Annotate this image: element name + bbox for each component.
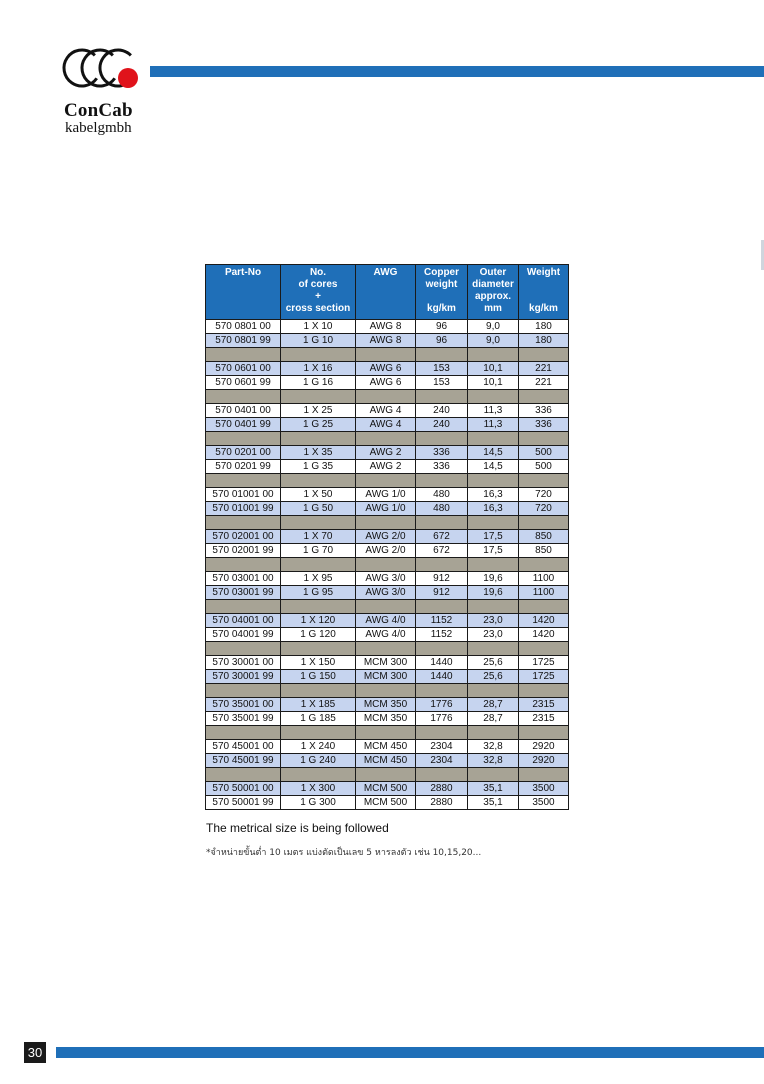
table-cell — [356, 390, 416, 404]
table-cell — [468, 642, 519, 656]
table-cell — [206, 726, 281, 740]
table-cell — [468, 684, 519, 698]
table-row — [206, 796, 569, 810]
table-cell — [416, 516, 468, 530]
table-cell: 570 30001 00 — [206, 656, 281, 670]
table-cell — [206, 600, 281, 614]
table-cell: 480 — [416, 488, 468, 502]
table-cell: 2880 — [416, 782, 468, 796]
separator-row — [206, 348, 569, 362]
separator-row — [206, 768, 569, 782]
table-cell: AWG 2 — [356, 446, 416, 460]
table-cell — [468, 390, 519, 404]
table-cell: 1 X 95 — [281, 572, 356, 586]
table-cell: 570 03001 99 — [206, 586, 281, 600]
table-cell: 1 G 10 — [281, 334, 356, 348]
table-cell: AWG 4 — [356, 404, 416, 418]
table-cell: 96 — [416, 334, 468, 348]
table-cell: 28,7 — [468, 712, 519, 726]
column-header — [206, 265, 281, 320]
table-cell: 1 X 10 — [281, 320, 356, 334]
logo-brand-text: ConCab — [64, 100, 133, 121]
table-cell: 672 — [416, 544, 468, 558]
table-cell: 570 0801 99 — [206, 334, 281, 348]
table-cell: AWG 4/0 — [356, 614, 416, 628]
table-cell: 570 02001 00 — [206, 530, 281, 544]
table-cell — [356, 516, 416, 530]
table-cell — [468, 768, 519, 782]
column-header-title: Outer diameter approx. — [472, 267, 514, 302]
table-cell: 912 — [416, 586, 468, 600]
table-row — [206, 418, 569, 432]
table-cell: MCM 450 — [356, 740, 416, 754]
table-cell: 17,5 — [468, 544, 519, 558]
table-cell: AWG 4 — [356, 418, 416, 432]
table-cell: 850 — [519, 544, 569, 558]
table-row — [206, 782, 569, 796]
table-cell — [519, 558, 569, 572]
table-cell: AWG 6 — [356, 362, 416, 376]
separator-row — [206, 474, 569, 488]
table-cell: 10,1 — [468, 362, 519, 376]
table-cell: 35,1 — [468, 782, 519, 796]
table-cell: 1 X 16 — [281, 362, 356, 376]
table-row — [206, 488, 569, 502]
table-cell: MCM 500 — [356, 782, 416, 796]
table-cell: 1 G 240 — [281, 754, 356, 768]
table-row — [206, 712, 569, 726]
table-cell: 2315 — [519, 698, 569, 712]
table-header-row — [206, 265, 569, 320]
header-bar — [150, 66, 764, 77]
table-cell — [468, 726, 519, 740]
table-cell: 153 — [416, 376, 468, 390]
table-cell: 336 — [416, 460, 468, 474]
table-row — [206, 572, 569, 586]
table-cell: 11,3 — [468, 404, 519, 418]
table-cell: 672 — [416, 530, 468, 544]
table-cell: 1440 — [416, 670, 468, 684]
table-row — [206, 530, 569, 544]
table-cell: 1 X 50 — [281, 488, 356, 502]
table-cell — [416, 684, 468, 698]
table-cell — [416, 348, 468, 362]
table-cell: 336 — [519, 418, 569, 432]
table-cell: 570 50001 00 — [206, 782, 281, 796]
table-cell: 1152 — [416, 628, 468, 642]
separator-row — [206, 390, 569, 404]
table-cell: 500 — [519, 446, 569, 460]
table-cell — [281, 600, 356, 614]
separator-row — [206, 516, 569, 530]
table-cell: 1152 — [416, 614, 468, 628]
table-cell: 2304 — [416, 754, 468, 768]
table-cell: 2304 — [416, 740, 468, 754]
table-cell: 25,6 — [468, 656, 519, 670]
table-row — [206, 404, 569, 418]
table-cell — [281, 642, 356, 656]
table-cell: MCM 500 — [356, 796, 416, 810]
table-cell — [519, 348, 569, 362]
table-cell: AWG 1/0 — [356, 488, 416, 502]
table-cell: 240 — [416, 404, 468, 418]
table-cell — [281, 390, 356, 404]
table-cell: 32,8 — [468, 740, 519, 754]
table-body — [206, 320, 569, 810]
logo-subtitle: kabelgmbh — [65, 120, 132, 136]
table-cell — [206, 390, 281, 404]
table-cell: 3500 — [519, 796, 569, 810]
table-cell: AWG 8 — [356, 320, 416, 334]
table-row — [206, 502, 569, 516]
table-cell — [468, 516, 519, 530]
table-cell: 1 X 35 — [281, 446, 356, 460]
table-cell — [416, 726, 468, 740]
table-cell: 500 — [519, 460, 569, 474]
table-cell — [206, 516, 281, 530]
table-row — [206, 544, 569, 558]
table-cell: 1 G 35 — [281, 460, 356, 474]
table-cell: 1 X 150 — [281, 656, 356, 670]
table-row — [206, 670, 569, 684]
table-cell: 1100 — [519, 586, 569, 600]
table-cell — [356, 474, 416, 488]
table-cell: 1 G 150 — [281, 670, 356, 684]
table-cell: 28,7 — [468, 698, 519, 712]
table-cell: 570 0401 00 — [206, 404, 281, 418]
column-header-title: Copper weight — [424, 267, 459, 290]
table-cell — [356, 600, 416, 614]
table-cell: 9,0 — [468, 320, 519, 334]
table-cell: 1440 — [416, 656, 468, 670]
table-cell: 2315 — [519, 712, 569, 726]
table-cell: 720 — [519, 488, 569, 502]
table-cell — [281, 558, 356, 572]
table-cell: 221 — [519, 362, 569, 376]
table-cell: 180 — [519, 320, 569, 334]
table-cell — [356, 726, 416, 740]
table-cell: 1725 — [519, 656, 569, 670]
table-cell: 336 — [519, 404, 569, 418]
table-cell: 1420 — [519, 628, 569, 642]
table-cell — [416, 390, 468, 404]
table-cell: 10,1 — [468, 376, 519, 390]
table-cell — [206, 432, 281, 446]
table-cell: 570 02001 99 — [206, 544, 281, 558]
concab-logo-icon — [60, 44, 150, 104]
table-cell — [416, 474, 468, 488]
column-header-title: Part-No — [224, 267, 262, 278]
table-cell: 570 35001 00 — [206, 698, 281, 712]
table-cell: 570 30001 99 — [206, 670, 281, 684]
table-cell — [468, 558, 519, 572]
table-cell: AWG 8 — [356, 334, 416, 348]
table-cell — [281, 432, 356, 446]
table-cell — [468, 600, 519, 614]
table-cell — [519, 726, 569, 740]
table-cell: 221 — [519, 376, 569, 390]
table-cell: 570 45001 00 — [206, 740, 281, 754]
column-header — [519, 265, 569, 320]
table-cell: AWG 2/0 — [356, 530, 416, 544]
table-cell: 570 35001 99 — [206, 712, 281, 726]
table-cell: 2920 — [519, 754, 569, 768]
page-number: 30 — [24, 1042, 46, 1063]
column-header-unit: mm — [484, 303, 502, 314]
table-cell — [356, 768, 416, 782]
table-cell — [206, 348, 281, 362]
table-cell — [356, 684, 416, 698]
table-cell — [206, 768, 281, 782]
table-cell: 1 X 120 — [281, 614, 356, 628]
table-row — [206, 362, 569, 376]
table-cell: 1725 — [519, 670, 569, 684]
table-cell: 570 0201 99 — [206, 460, 281, 474]
table-cell: 180 — [519, 334, 569, 348]
table-cell: AWG 3/0 — [356, 586, 416, 600]
table-cell — [281, 516, 356, 530]
table-cell: 17,5 — [468, 530, 519, 544]
table-cell: 1420 — [519, 614, 569, 628]
table-cell: 1 G 185 — [281, 712, 356, 726]
table-cell: 14,5 — [468, 460, 519, 474]
table-cell — [416, 600, 468, 614]
table-cell: 570 01001 00 — [206, 488, 281, 502]
table-row — [206, 586, 569, 600]
table-cell — [206, 474, 281, 488]
table-cell — [356, 558, 416, 572]
table-row — [206, 740, 569, 754]
table-cell: MCM 450 — [356, 754, 416, 768]
table-cell — [281, 474, 356, 488]
separator-row — [206, 432, 569, 446]
table-cell: 2920 — [519, 740, 569, 754]
table-cell: 1 X 70 — [281, 530, 356, 544]
table-cell: 23,0 — [468, 614, 519, 628]
table-row — [206, 698, 569, 712]
table-cell: 570 0201 00 — [206, 446, 281, 460]
table-row — [206, 614, 569, 628]
table-row — [206, 446, 569, 460]
table-cell — [356, 432, 416, 446]
column-header-title: AWG — [373, 267, 398, 278]
table-cell: 11,3 — [468, 418, 519, 432]
table-cell: 35,1 — [468, 796, 519, 810]
metric-note: The metrical size is being followed — [206, 821, 389, 835]
table-cell — [281, 768, 356, 782]
table-cell: 14,5 — [468, 446, 519, 460]
table-cell: MCM 300 — [356, 670, 416, 684]
table-cell: AWG 6 — [356, 376, 416, 390]
separator-row — [206, 642, 569, 656]
table-cell: 16,3 — [468, 488, 519, 502]
table-cell: 570 03001 00 — [206, 572, 281, 586]
column-header — [416, 265, 468, 320]
table-cell: 19,6 — [468, 572, 519, 586]
table-cell: 570 0601 99 — [206, 376, 281, 390]
table-row — [206, 320, 569, 334]
table-cell: MCM 350 — [356, 698, 416, 712]
table-cell: 1776 — [416, 712, 468, 726]
table-cell: 570 50001 99 — [206, 796, 281, 810]
cable-spec-table — [205, 264, 569, 810]
table-cell: AWG 2/0 — [356, 544, 416, 558]
separator-row — [206, 600, 569, 614]
table-cell: 570 0601 00 — [206, 362, 281, 376]
table-cell: 1 G 25 — [281, 418, 356, 432]
table-row — [206, 628, 569, 642]
table-row — [206, 656, 569, 670]
table-cell: 16,3 — [468, 502, 519, 516]
table-cell — [468, 348, 519, 362]
table-cell — [356, 348, 416, 362]
table-cell — [281, 726, 356, 740]
table-cell — [468, 432, 519, 446]
table-cell — [519, 642, 569, 656]
table-cell: 9,0 — [468, 334, 519, 348]
table-cell: 570 45001 99 — [206, 754, 281, 768]
table-row — [206, 376, 569, 390]
column-header-title: Weight — [526, 267, 561, 278]
table-cell: 570 0401 99 — [206, 418, 281, 432]
table-row — [206, 460, 569, 474]
table-cell: 1 X 185 — [281, 698, 356, 712]
column-header-unit: kg/km — [529, 303, 558, 314]
table-cell: 2880 — [416, 796, 468, 810]
table-cell: MCM 300 — [356, 656, 416, 670]
table-cell — [519, 474, 569, 488]
column-header-unit: kg/km — [427, 303, 456, 314]
table-cell: 850 — [519, 530, 569, 544]
table-cell: 336 — [416, 446, 468, 460]
table-cell — [281, 684, 356, 698]
table-cell — [519, 600, 569, 614]
table-cell: 96 — [416, 320, 468, 334]
table-cell — [356, 642, 416, 656]
table-cell: AWG 1/0 — [356, 502, 416, 516]
table-cell: 240 — [416, 418, 468, 432]
table-cell: 153 — [416, 362, 468, 376]
company-logo — [60, 44, 150, 134]
separator-row — [206, 726, 569, 740]
column-header-title: No. of cores + cross section — [285, 267, 351, 314]
table-cell: 23,0 — [468, 628, 519, 642]
table-cell: 570 04001 99 — [206, 628, 281, 642]
table-cell: 19,6 — [468, 586, 519, 600]
table-cell — [416, 432, 468, 446]
table-cell: 1 G 50 — [281, 502, 356, 516]
table-cell: 1100 — [519, 572, 569, 586]
table-cell: 1 G 120 — [281, 628, 356, 642]
table-cell — [519, 684, 569, 698]
table-cell: AWG 3/0 — [356, 572, 416, 586]
table-cell — [206, 684, 281, 698]
separator-row — [206, 558, 569, 572]
table-cell — [468, 474, 519, 488]
footer-bar — [56, 1047, 764, 1058]
table-cell: 480 — [416, 502, 468, 516]
table-cell: 1 G 300 — [281, 796, 356, 810]
table-cell: MCM 350 — [356, 712, 416, 726]
table-cell: 570 01001 99 — [206, 502, 281, 516]
table-cell: 1 X 25 — [281, 404, 356, 418]
table-cell — [519, 768, 569, 782]
separator-row — [206, 684, 569, 698]
table-cell: 3500 — [519, 782, 569, 796]
table-row — [206, 754, 569, 768]
table-cell: AWG 2 — [356, 460, 416, 474]
table-cell — [416, 558, 468, 572]
column-header — [356, 265, 416, 320]
table-cell — [519, 516, 569, 530]
table-cell — [281, 348, 356, 362]
table-cell — [519, 390, 569, 404]
table-cell: 1 X 300 — [281, 782, 356, 796]
table-cell — [206, 558, 281, 572]
table-cell: 1 X 240 — [281, 740, 356, 754]
table-cell: AWG 4/0 — [356, 628, 416, 642]
table-cell — [206, 642, 281, 656]
table-cell: 1 G 16 — [281, 376, 356, 390]
table-cell — [416, 642, 468, 656]
column-header — [468, 265, 519, 320]
table-cell: 720 — [519, 502, 569, 516]
table-cell: 912 — [416, 572, 468, 586]
table-cell: 1 G 70 — [281, 544, 356, 558]
table-cell: 570 04001 00 — [206, 614, 281, 628]
table-cell — [519, 432, 569, 446]
minimum-order-note: *จำหน่ายขั้นต่ำ 10 เมตร แบ่งตัดเป็นเลข 5 หารลงตัว เช่น 10,15,20... — [206, 848, 482, 858]
table-cell — [416, 768, 468, 782]
table-cell: 1 G 95 — [281, 586, 356, 600]
table-cell: 32,8 — [468, 754, 519, 768]
column-header — [281, 265, 356, 320]
table-cell: 570 0801 00 — [206, 320, 281, 334]
table-cell: 25,6 — [468, 670, 519, 684]
table-row — [206, 334, 569, 348]
table-cell: 1776 — [416, 698, 468, 712]
